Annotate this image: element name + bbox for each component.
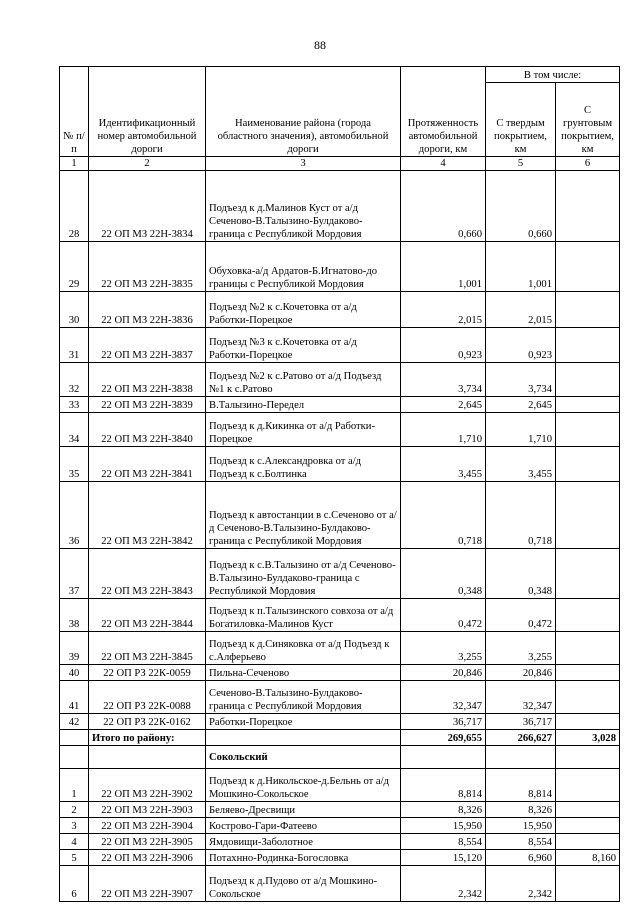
dirt-surface-length xyxy=(556,171,620,242)
col-number: 4 xyxy=(401,157,486,171)
road-id: 22 ОП МЗ 22Н-3903 xyxy=(89,802,206,818)
road-name: Подъезд к д.Кикинка от а/д Работки-Порецкое xyxy=(206,413,401,447)
total-label: Итого по району: xyxy=(89,730,206,746)
road-length: 15,120 xyxy=(401,850,486,866)
row-number: 41 xyxy=(60,681,89,714)
road-length: 8,814 xyxy=(401,769,486,802)
road-name: Подъезд №3 к с.Кочетовка от а/д Работки-Порецкое xyxy=(206,328,401,363)
road-id: 22 ОП МЗ 22Н-3837 xyxy=(89,328,206,363)
road-name: Сеченово-В.Талызино-Булдаково-граница с Республикой Мордовия xyxy=(206,681,401,714)
roads-table xyxy=(59,66,620,902)
row-number: 5 xyxy=(60,850,89,866)
row-number: 38 xyxy=(60,599,89,632)
road-name: В.Талызино-Передел xyxy=(206,397,401,413)
hard-surface-length: 3,255 xyxy=(486,632,556,665)
dirt-surface-length xyxy=(556,397,620,413)
road-id: 22 ОП МЗ 22Н-3839 xyxy=(89,397,206,413)
hard-surface-length: 3,455 xyxy=(486,447,556,482)
header-dirt: С грунтовым покрытием, км xyxy=(556,83,620,157)
road-length: 2,015 xyxy=(401,292,486,328)
section-title: Сокольский xyxy=(206,746,401,769)
total-hard: 266,627 xyxy=(486,730,556,746)
road-name: Подъезд к д.Пудово от а/д Мошкино-Сокольское xyxy=(206,866,401,902)
section-empty-cell xyxy=(89,746,206,769)
road-id: 22 ОП МЗ 22Н-3835 xyxy=(89,242,206,292)
dirt-surface-length xyxy=(556,363,620,397)
dirt-surface-length xyxy=(556,834,620,850)
hard-surface-length: 3,734 xyxy=(486,363,556,397)
road-id: 22 ОП МЗ 22Н-3904 xyxy=(89,818,206,834)
table-row xyxy=(60,171,620,242)
row-number: 1 xyxy=(60,769,89,802)
section-row xyxy=(60,746,620,769)
section-empty-cell xyxy=(401,746,486,769)
col-number: 3 xyxy=(206,157,401,171)
hard-surface-length: 8,326 xyxy=(486,802,556,818)
row-number: 2 xyxy=(60,802,89,818)
hard-surface-length: 2,342 xyxy=(486,866,556,902)
hard-surface-length: 0,718 xyxy=(486,482,556,549)
dirt-surface-length xyxy=(556,413,620,447)
dirt-surface-length xyxy=(556,292,620,328)
road-id: 22 ОП МЗ 22Н-3841 xyxy=(89,447,206,482)
road-name: Подъезд №2 к с.Ратово от а/д Подъезд №1 к с.Ратово xyxy=(206,363,401,397)
road-length: 0,923 xyxy=(401,328,486,363)
road-length: 2,645 xyxy=(401,397,486,413)
hard-surface-length: 36,717 xyxy=(486,714,556,730)
table-row xyxy=(60,413,620,447)
hard-surface-length: 8,554 xyxy=(486,834,556,850)
header-name: Наименование района (города областного значения), автомобильной дороги xyxy=(206,67,401,157)
hard-surface-length: 2,015 xyxy=(486,292,556,328)
table-row xyxy=(60,714,620,730)
dirt-surface-length xyxy=(556,242,620,292)
road-id: 22 ОП МЗ 22Н-3844 xyxy=(89,599,206,632)
row-number: 40 xyxy=(60,665,89,681)
hard-surface-length: 15,950 xyxy=(486,818,556,834)
row-number: 33 xyxy=(60,397,89,413)
dirt-surface-length xyxy=(556,665,620,681)
road-length: 8,326 xyxy=(401,802,486,818)
hard-surface-length: 1,710 xyxy=(486,413,556,447)
dirt-surface-length xyxy=(556,599,620,632)
row-number: 42 xyxy=(60,714,89,730)
total-empty-cell xyxy=(206,730,401,746)
row-number: 3 xyxy=(60,818,89,834)
dirt-surface-length xyxy=(556,447,620,482)
table-row xyxy=(60,632,620,665)
table-row xyxy=(60,482,620,549)
row-number: 35 xyxy=(60,447,89,482)
hard-surface-length: 0,472 xyxy=(486,599,556,632)
road-id: 22 ОП МЗ 22Н-3902 xyxy=(89,769,206,802)
road-id: 22 ОП МЗ 22Н-3905 xyxy=(89,834,206,850)
table-row xyxy=(60,818,620,834)
row-number: 36 xyxy=(60,482,89,549)
hard-surface-length: 20,846 xyxy=(486,665,556,681)
road-name: Пильна-Сеченово xyxy=(206,665,401,681)
hard-surface-length: 32,347 xyxy=(486,681,556,714)
table-row xyxy=(60,665,620,681)
table-row xyxy=(60,866,620,902)
road-id: 22 ОП МЗ 22Н-3834 xyxy=(89,171,206,242)
hard-surface-length: 1,001 xyxy=(486,242,556,292)
row-number: 4 xyxy=(60,834,89,850)
road-name: Ямдовищи-Заболотное xyxy=(206,834,401,850)
section-empty-cell xyxy=(486,746,556,769)
road-length: 3,255 xyxy=(401,632,486,665)
road-name: Кострово-Гари-Фатеево xyxy=(206,818,401,834)
dirt-surface-length xyxy=(556,681,620,714)
road-id: 22 ОП МЗ 22Н-3842 xyxy=(89,482,206,549)
road-length: 20,846 xyxy=(401,665,486,681)
header-length: Протяженность автомобильной дороги, км xyxy=(401,67,486,157)
row-number: 6 xyxy=(60,866,89,902)
table-row xyxy=(60,363,620,397)
road-length: 8,554 xyxy=(401,834,486,850)
section-empty-cell xyxy=(556,746,620,769)
total-row xyxy=(60,730,620,746)
dirt-surface-length xyxy=(556,818,620,834)
road-id: 22 ОП МЗ 22Н-3840 xyxy=(89,413,206,447)
table-row xyxy=(60,834,620,850)
col-number: 5 xyxy=(486,157,556,171)
road-length: 36,717 xyxy=(401,714,486,730)
table-row xyxy=(60,447,620,482)
hard-surface-length: 0,923 xyxy=(486,328,556,363)
col-number: 1 xyxy=(60,157,89,171)
table-body xyxy=(60,157,620,902)
road-id: 22 ОП МЗ 22Н-3838 xyxy=(89,363,206,397)
road-name: Обуховка-а/д Ардатов-Б.Игнатово-до границы с Республикой Мордовия xyxy=(206,242,401,292)
table-row xyxy=(60,549,620,599)
road-name: Подъезд к п.Талызинского совхоза от а/д Богатиловка-Малинов Куст xyxy=(206,599,401,632)
road-id: 22 ОП РЗ 22К-0162 xyxy=(89,714,206,730)
road-id: 22 ОП РЗ 22К-0088 xyxy=(89,681,206,714)
table-row xyxy=(60,328,620,363)
hard-surface-length: 6,960 xyxy=(486,850,556,866)
road-length: 2,342 xyxy=(401,866,486,902)
dirt-surface-length xyxy=(556,866,620,902)
road-length: 0,718 xyxy=(401,482,486,549)
dirt-surface-length xyxy=(556,769,620,802)
road-length: 0,660 xyxy=(401,171,486,242)
header-including: В том числе: xyxy=(486,67,620,83)
road-length: 1,710 xyxy=(401,413,486,447)
table-row xyxy=(60,397,620,413)
total-empty-cell xyxy=(60,730,89,746)
road-id: 22 ОП МЗ 22Н-3836 xyxy=(89,292,206,328)
total-length: 269,655 xyxy=(401,730,486,746)
dirt-surface-length xyxy=(556,714,620,730)
table-row xyxy=(60,292,620,328)
road-name: Беляево-Дресвищи xyxy=(206,802,401,818)
header-hard: С твердым покрытием, км xyxy=(486,83,556,157)
table-row xyxy=(60,769,620,802)
road-name: Подъезд №2 к с.Кочетовка от а/д Работки-Порецкое xyxy=(206,292,401,328)
road-length: 3,455 xyxy=(401,447,486,482)
road-length: 32,347 xyxy=(401,681,486,714)
road-length: 15,950 xyxy=(401,818,486,834)
dirt-surface-length: 8,160 xyxy=(556,850,620,866)
road-id: 22 ОП РЗ 22К-0059 xyxy=(89,665,206,681)
col-number: 6 xyxy=(556,157,620,171)
road-id: 22 ОП МЗ 22Н-3845 xyxy=(89,632,206,665)
road-id: 22 ОП МЗ 22Н-3906 xyxy=(89,850,206,866)
dirt-surface-length xyxy=(556,632,620,665)
road-name: Подъезд к д.Малинов Куст от а/д Сеченово-В.Талызино-Булдаково-граница с Республикой Мордовия xyxy=(206,171,401,242)
table-row xyxy=(60,599,620,632)
dirt-surface-length xyxy=(556,549,620,599)
col-number: 2 xyxy=(89,157,206,171)
road-id: 22 ОП МЗ 22Н-3843 xyxy=(89,549,206,599)
dirt-surface-length xyxy=(556,802,620,818)
row-number: 37 xyxy=(60,549,89,599)
hard-surface-length: 0,660 xyxy=(486,171,556,242)
header-id: Идентификационный номер автомобильной дороги xyxy=(89,67,206,157)
row-number: 32 xyxy=(60,363,89,397)
table-row xyxy=(60,850,620,866)
header-num: № п/п xyxy=(60,67,89,157)
road-length: 0,472 xyxy=(401,599,486,632)
total-dirt: 3,028 xyxy=(556,730,620,746)
road-name: Подъезд к д.Никольское-д.Бельнь от а/д Мошкино-Сокольское xyxy=(206,769,401,802)
table-row xyxy=(60,681,620,714)
page-number: 88 xyxy=(314,38,326,52)
hard-surface-length: 0,348 xyxy=(486,549,556,599)
hard-surface-length: 8,814 xyxy=(486,769,556,802)
row-number: 39 xyxy=(60,632,89,665)
section-empty-cell xyxy=(60,746,89,769)
column-numbers-row xyxy=(60,157,620,171)
road-length: 0,348 xyxy=(401,549,486,599)
road-name: Подъезд к с.В.Талызино от а/д Сеченово-В.Талызино-Булдаково-граница с Республикой Мордовия xyxy=(206,549,401,599)
table-row xyxy=(60,802,620,818)
hard-surface-length: 2,645 xyxy=(486,397,556,413)
road-length: 3,734 xyxy=(401,363,486,397)
row-number: 30 xyxy=(60,292,89,328)
dirt-surface-length xyxy=(556,482,620,549)
road-name: Подъезд к д.Синяковка от а/д Подъезд к с.Алферьево xyxy=(206,632,401,665)
table-row xyxy=(60,242,620,292)
row-number: 31 xyxy=(60,328,89,363)
road-name: Подъезд к с.Александровка от а/д Подъезд к с.Болтинка xyxy=(206,447,401,482)
road-name: Потахнно-Родинка-Богословка xyxy=(206,850,401,866)
road-name: Подъезд к автостанции в с.Сеченово от а/д Сеченово-В.Талызино-Булдаково-граница с Республикой Мордовия xyxy=(206,482,401,549)
road-name: Работки-Порецкое xyxy=(206,714,401,730)
row-number: 28 xyxy=(60,171,89,242)
dirt-surface-length xyxy=(556,328,620,363)
row-number: 34 xyxy=(60,413,89,447)
road-id: 22 ОП МЗ 22Н-3907 xyxy=(89,866,206,902)
row-number: 29 xyxy=(60,242,89,292)
road-length: 1,001 xyxy=(401,242,486,292)
